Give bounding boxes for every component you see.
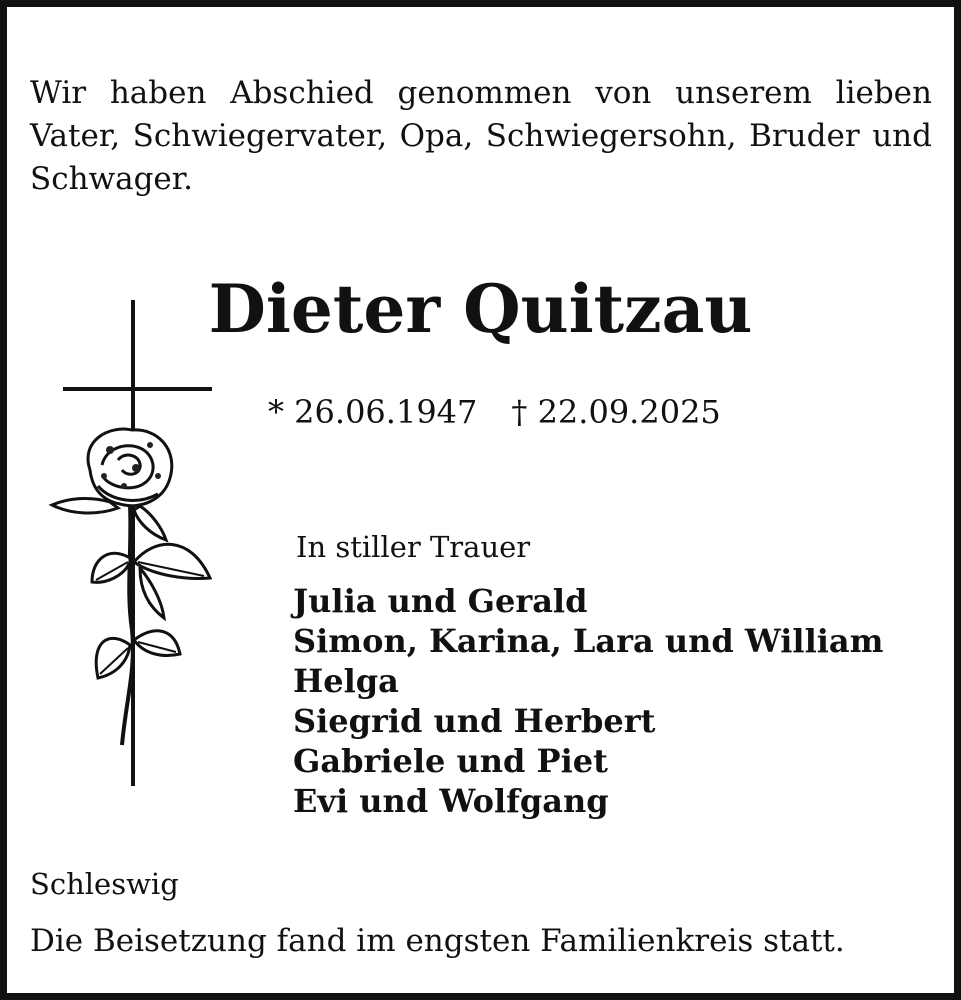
list-item: Evi und Wolfgang	[293, 782, 609, 820]
cross-with-rose-icon	[40, 300, 220, 790]
list-item: Gabriele und Piet	[293, 742, 608, 780]
list-item: Julia und Gerald	[293, 582, 588, 620]
list-item: Simon, Karina, Lara und William	[293, 622, 884, 660]
in-mourning-label: In stiller Trauer	[296, 530, 531, 564]
place-name: Schleswig	[30, 867, 179, 901]
mourners-list	[293, 581, 883, 821]
intro-text: Wir haben Abschied genommen von unserem lieben Vater, Schwiegervater, Opa, Schwiegersohn, Bruder und Schwager.	[30, 75, 932, 197]
death-date: † 22.09.2025	[511, 393, 721, 431]
list-item: Siegrid und Herbert	[293, 702, 656, 740]
birth-date: * 26.06.1947	[268, 393, 478, 431]
life-dates	[268, 390, 721, 434]
list-item: Helga	[293, 662, 399, 700]
burial-note: Die Beisetzung fand im engsten Familienkreis statt.	[30, 923, 845, 959]
deceased-name-text: Dieter Quitzau	[208, 270, 753, 348]
